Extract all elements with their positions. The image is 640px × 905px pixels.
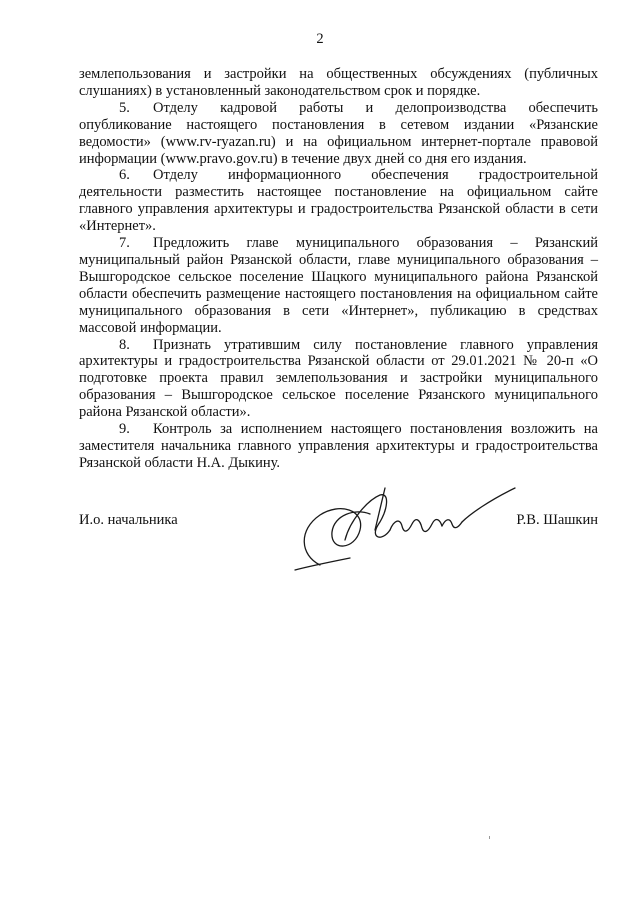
document-body [79, 66, 598, 472]
paragraph-number: 8. [119, 336, 130, 353]
paragraph-6 [79, 167, 598, 235]
signatory-position: И.о. начальника [79, 512, 178, 528]
paragraph-text: Контроль за исполнением настоящего постановления возложить на заместителя начальника главного управления архитектуры и градостроительства Рязанской области Н.А. Дыкину. [79, 421, 598, 471]
signatory-name: Р.В. Шашкин [516, 512, 598, 528]
paragraph-number: 5. [119, 99, 130, 116]
paragraph-text: Отделу информационного обеспечения градостроительной деятельности разместить настоящее постановление на официальном сайте главного управления архитектуры и градостроительства Рязанской области в сети «Интернет». [79, 167, 598, 235]
paragraph-number: 6. [119, 167, 130, 184]
paragraph-number: 7. [119, 235, 130, 252]
paragraph-text: Предложить главе муниципального образования – Рязанский муниципальный район Рязанской области, главе муниципального образования – Вышгородское сельское поселение Шацкого муниципального района Рязанской области обеспечить размещение настоящего постановления на официальном сайте муниципального образования в сети «Интернет», публикацию в средствах массовой информации. [79, 235, 598, 336]
paragraph-text: землепользования и застройки на общественных обсуждениях (публичных слушаниях) в установленный законодательством срок и порядке. [79, 66, 598, 99]
paragraph-text: Отделу кадровой работы и делопроизводства обеспечить опубликование настоящего постановления в сетевом издании «Рязанские ведомости» (www.rv-ryazan.ru) и на официальном интернет-портале правовой информации (www.pravo.gov.ru) в течение двух дней со дня его издания. [79, 99, 598, 167]
paragraph-continuation [79, 66, 598, 100]
paragraph-5 [79, 100, 598, 168]
paragraph-8 [79, 337, 598, 422]
handwritten-signature [290, 470, 520, 580]
paragraph-text: Признать утратившим силу постановление главного управления архитектуры и градостроительства Рязанской области от 29.01.2021 № 20-п «О подготовке проекта правил землепользования и застройки муниципального образования – Вышгородское сельское поселение Рязанского муниципального района Рязанской области». [79, 336, 598, 421]
paragraph-number: 9. [119, 421, 130, 438]
paragraph-9 [79, 421, 598, 472]
paragraph-7 [79, 235, 598, 336]
page-number: 2 [316, 31, 324, 47]
scan-speck [489, 836, 490, 839]
